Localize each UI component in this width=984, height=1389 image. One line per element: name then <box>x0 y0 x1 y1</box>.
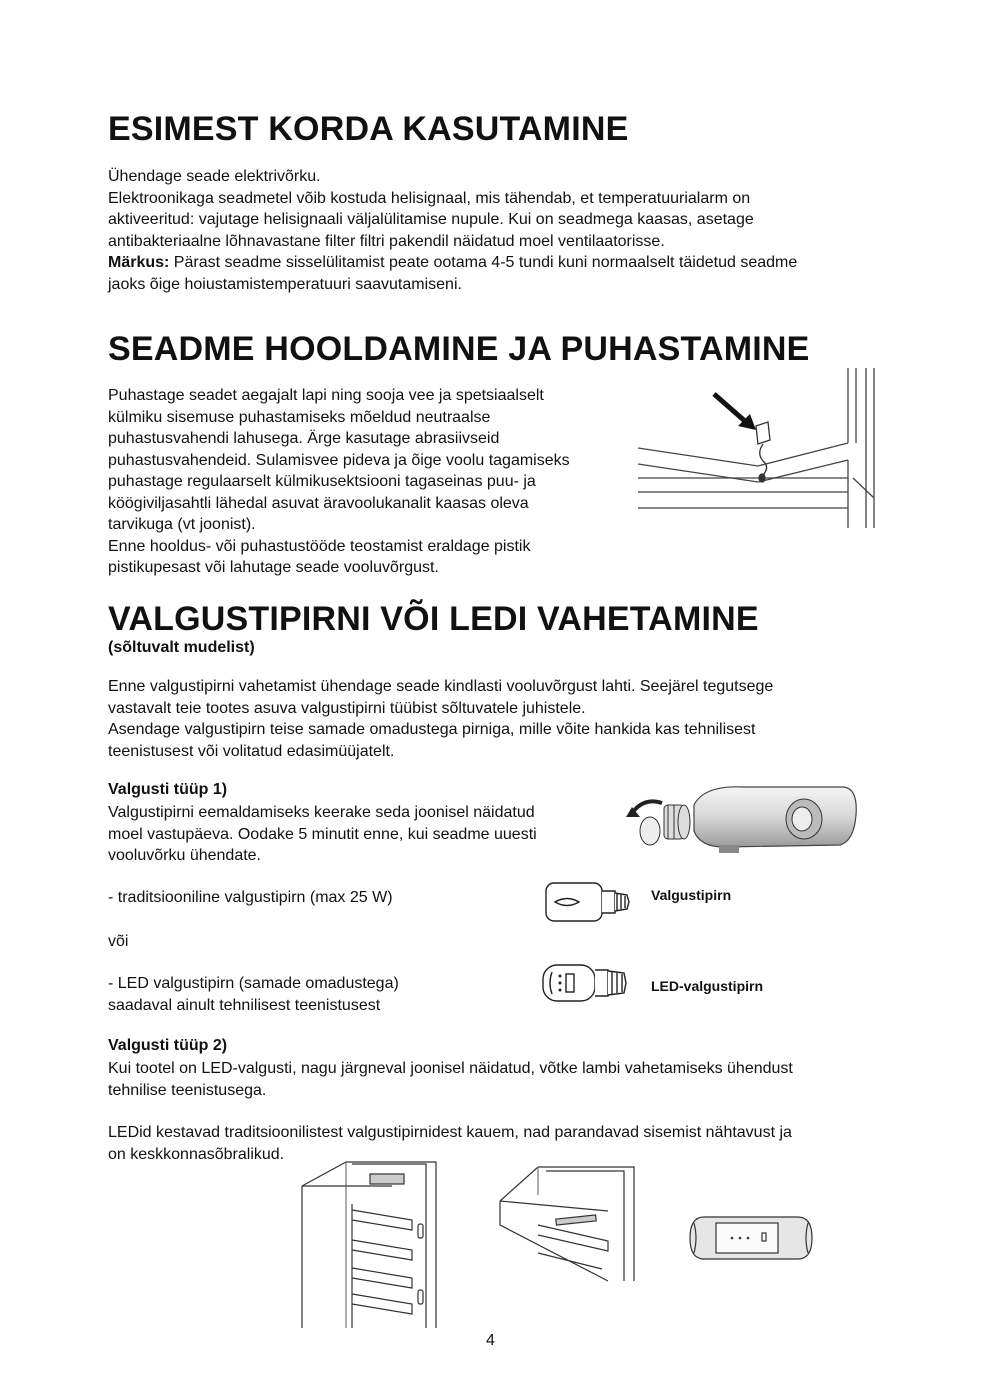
text-line: puhastusvahendi lahusega. Ärge kasutage abrasiivseid <box>108 430 500 447</box>
arrow-icon <box>714 394 756 430</box>
text-line: Elektroonikaga seadmetel võib kostuda helisignaal, mis tähendab, et temperatuurialarm on <box>108 189 751 207</box>
text-line: jaoks õige hoiustamistemperatuuri saavutamiseni. <box>108 275 462 293</box>
bulb2-text <box>108 973 399 1016</box>
rotate-arrow-icon <box>626 801 662 817</box>
fridge-interior-illustration <box>300 1160 442 1328</box>
type1-body <box>108 802 608 867</box>
led-benefits <box>108 1122 898 1165</box>
text-line: teenistusest või volitatud edasimüüjatelt. <box>108 742 395 760</box>
type1-title: Valgusti tüüp 1) <box>108 781 228 798</box>
maintenance-body <box>108 385 628 579</box>
note-label: Märkus: <box>108 254 170 271</box>
bulb-intro <box>108 676 898 762</box>
note-line <box>108 252 888 274</box>
text-line: - LED valgustipirn (samade omadustega) <box>108 975 399 992</box>
text-line: Puhastage seadet aegajalt lapi ning sooja vee ja spetsiaalselt <box>108 387 544 404</box>
text-line: Ühendage seade elektrivõrku. <box>108 168 321 185</box>
text-line: moel vastupäeva. Oodake 5 minutit enne, kui seadme uuesti <box>108 825 537 843</box>
text-line: vooluvõrku ühendate. <box>108 847 261 864</box>
drain-tool-icon <box>756 422 770 482</box>
text-line: aktiveeritud: vajutage helisignaali väljalülitamise nupule. Kui on seadmega kaasas, asetage <box>108 211 754 228</box>
led-module-illustration <box>688 1213 814 1263</box>
section-title-first-use: ESIMEST KORDA KASUTAMINE <box>108 110 629 148</box>
note-text: Pärast seadme sisselülitamist peate ootama 4-5 tundi kuni normaalselt täidetud seadme <box>169 254 798 271</box>
type2-body <box>108 1058 898 1101</box>
text-line: Kui tootel on LED-valgusti, nagu järgneval joonisel näidatud, võtke lambi vahetamiseks ühendust <box>108 1060 793 1077</box>
text-line: Asendage valgustipirn teise samade omadustega pirniga, mille võite hankida kas tehnilisest <box>108 721 756 738</box>
text-line: vastavalt teie tootes asuva valgustipirni tüübist sõltuvatele juhistele. <box>108 699 586 717</box>
text-line: saadaval ainult tehnilisest teenistusest <box>108 996 381 1014</box>
text-line: Enne valgustipirni vahetamist ühendage seade kindlasti vooluvõrgust lahti. Seejärel tegutsege <box>108 678 774 695</box>
first-use-body <box>108 166 888 295</box>
text-line: antibakteriaalne lõhnavastane filter filtri pakendil näidatud moel ventilaatorisse. <box>108 232 665 250</box>
page-number: 4 <box>486 1332 495 1349</box>
section-subtitle: (sõltuvalt mudelist) <box>108 639 255 656</box>
text-line: külmiku sisemuse puhastamiseks mõeldud neutraalse <box>108 408 491 426</box>
text-line: LEDid kestavad traditsioonilistest valgustipirnidest kauem, nad parandavad sisemist nähtavust ja <box>108 1124 792 1141</box>
text-line: tehnilise teenistusega. <box>108 1081 267 1099</box>
fridge-interior-closeup-illustration <box>498 1165 636 1283</box>
bulb-removed-icon <box>640 817 660 845</box>
text-line: pistikupesast või lahutage seade vooluvõrgust. <box>108 559 439 576</box>
text-line: Enne hooldus- või puhastustööde teostamist eraldage pistik <box>108 537 531 555</box>
text-line: puhastage regulaarselt külmikusektsiooni tagaseinas puu- ja <box>108 473 536 490</box>
bulb-socket-icon <box>664 805 690 839</box>
drain-channel-illustration <box>638 368 878 533</box>
section-title-bulb-replacement: VALGUSTIPIRNI VÕI LEDI VAHETAMINE <box>108 600 759 638</box>
text-line: puhastusvahendeid. Sulamisvee pideva ja õige voolu tagamiseks <box>108 451 570 469</box>
bulb1-label: Valgustipirn <box>651 887 732 903</box>
text-line: köögiviljasahtli lähedal asuvat äravoolukanalit kaasas oleva <box>108 494 529 512</box>
text-line: tarvikuga (vt joonist). <box>108 516 256 533</box>
lamp-housing-illustration <box>624 775 860 865</box>
led-bulb-icon <box>540 962 634 1004</box>
bulb1-text: - traditsiooniline valgustipirn (max 25 W) <box>108 889 393 906</box>
type2-title: Valgusti tüüp 2) <box>108 1037 228 1054</box>
or-text: või <box>108 933 129 950</box>
section-title-maintenance: SEADME HOOLDAMINE JA PUHASTAMINE <box>108 330 810 368</box>
text-line: on keskkonnasõbralikud. <box>108 1145 285 1163</box>
bulb2-label: LED-valgustipirn <box>651 978 764 994</box>
text-line: Valgustipirni eemaldamiseks keerake seda joonisel näidatud <box>108 804 535 821</box>
traditional-bulb-icon <box>545 881 635 925</box>
